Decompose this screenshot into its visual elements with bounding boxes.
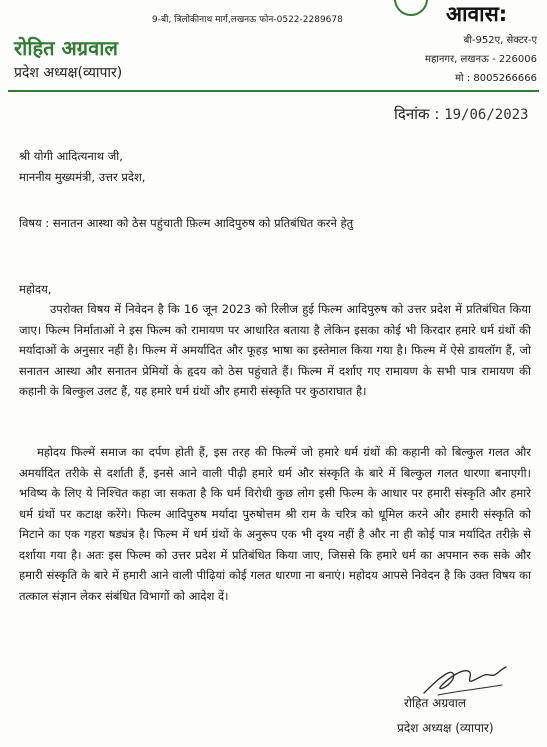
body-paragraph-2: महोदय फिल्में समाज का दर्पण होती हैं, इस तरह की फिल्में जो हमारे धर्म ग्रंथों की कहानी को बिल्कुल गलत और अमर्यादित तरीके से दर्शाती हैं, इनसे आने वाली पीढ़ी हमारे धर्म और संस्कृति के बारे में बिल्कुल गलत धारणा बनाएगी। भविष्य के लिए ये निश्चित कहा जा सकता है कि धर्म विरोधी कुछ लोग इसी फिल्म के आधार पर हमारी संस्कृति और हमारे धर्म ग्रंथों पर कटाक्ष करेंगे। फिल्म आदिपुरुष मर्यादा पुरुषोत्तम श्री राम के चरित्र को धूमिल करने और हमारी संस्कृति को मिटाने का एक गहरा षड्यंत्र है। फिल्म में धर्म ग्रंथों के अनुरूप एक भी दृश्य नहीं है और ना ही कोई पात्र मर्यादित तरीक़े से दर्शाया गया है। अतः इस फिल्म को उत्तर प्रदेश में प्रतिबंधित किया जाए, जिससे कि हमारे धर्म का अपमान रुक सके और हमारी संस्कृति के बारे में हमारी आने वाली पीढ़ियां कोई गलत धारणा ना बनाएं। महोदय आपसे निवेदन है कि उक्त विषय का तत्काल संज्ञान लेकर संबंधित विभागों को आदेश दें। xyxy=(19,445,531,603)
residence-title: आवास: xyxy=(446,2,508,26)
subject-line: विषय : सनातन आस्था को ठेस पहुंचाती फ़िल्म आदिपुरुष को प्रतिबंधित करने हेतु xyxy=(19,216,354,230)
letterhead-name: रोहित अग्रवाल xyxy=(14,36,118,60)
date-value: 19/06/2023 xyxy=(444,107,529,123)
residence-phone: मो : 8005266666 xyxy=(455,73,537,84)
recipient-name: श्री योगी आदित्यनाथ जी, xyxy=(19,149,123,163)
date-label: दिनांक : xyxy=(394,105,440,123)
office-address: 9-बी, त्रिलोकीनाथ मार्ग,लखनऊ फोन-0522-2289678 xyxy=(152,15,343,25)
signoff-name: रोहित अग्रवाल xyxy=(404,696,467,710)
residence-line-2: महानगर, लखनऊ - 226006 xyxy=(424,54,537,65)
emblem-icon xyxy=(394,0,428,16)
letterhead-designation: प्रदेश अध्यक्ष(व्यापार) xyxy=(14,65,123,81)
salutation: महोदय, xyxy=(19,282,52,296)
recipient-title: माननीय मुख्यमंत्री, उत्तर प्रदेश, xyxy=(19,170,146,184)
letterhead-divider xyxy=(8,90,539,92)
body-paragraph-1: उपरोक्त विषय में निवेदन है कि 16 जून 2023 को रिलीज हुई फिल्म आदिपुरुष को उत्तर प्रदेश में प्रतिबंधित किया जाए। फिल्म निर्माताओं ने इस फिल्म को रामायण पर आधारित बताया है लेकिन इसका कोई भी किरदार हमारे धर्म ग्रंथों की मर्यादाओं के अनुसार नहीं है। फिल्म में अमर्यादित और फूहड़ भाषा का इस्तेमाल किया गया है। फिल्म में ऐसे डायलॉग हैं, जो सनातन आस्था और सनातन प्रेमियों के हृदय को ठेस पहुंचाते हैं। फिल्म में दर्शाए गए रामायण के सभी पात्र रामायण की कहानी के बिल्कुल उलट हैं, यह हमारे धर्म ग्रंथों और हमारी संस्कृति पर कुठाराघात है। xyxy=(19,302,531,398)
signoff-designation: प्रदेश अध्यक्ष (व्यापार) xyxy=(397,721,494,735)
date-field xyxy=(394,104,528,124)
residence-line-1: बी-952ए, सेक्टर-ए xyxy=(463,35,537,46)
